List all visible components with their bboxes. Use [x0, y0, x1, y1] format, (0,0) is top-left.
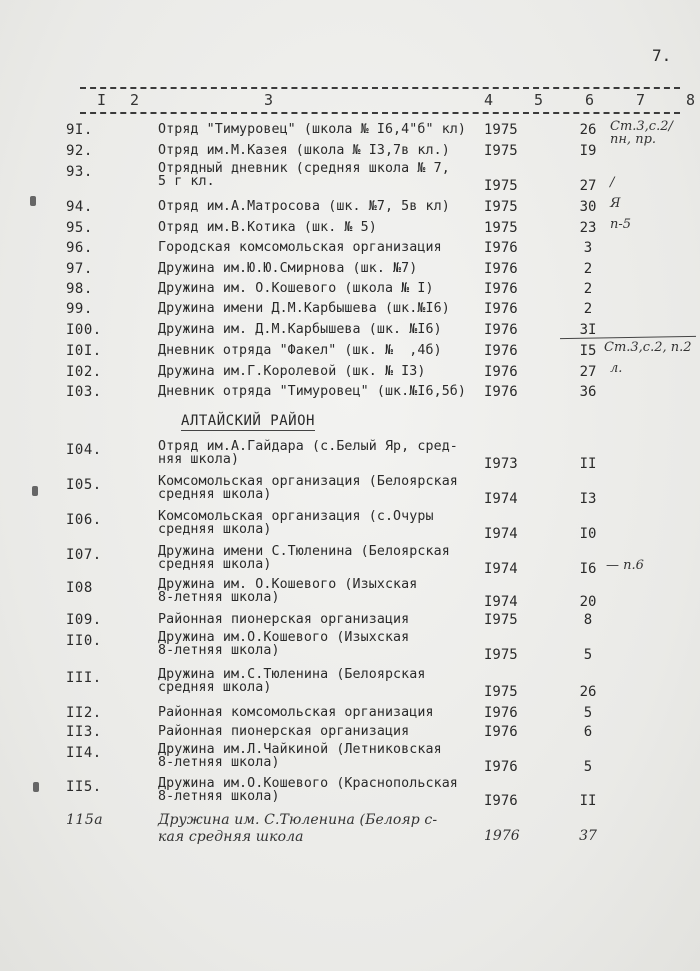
row-year: I976: [484, 724, 518, 740]
row-count: 27: [579, 364, 597, 380]
row-title: Дневник отряда "Факел" (шк. № ,4б): [158, 343, 442, 358]
row-count: 26: [579, 684, 597, 700]
header-col-7: 7: [636, 91, 646, 109]
row-count: I0: [579, 526, 597, 542]
row-title: Дружина им.Ю.Ю.Смирнова (шк. №7): [158, 261, 418, 276]
row-number: 93.: [66, 164, 93, 180]
row-note: /: [610, 175, 615, 190]
row-title: Дружина им.О.Кошевого (Изыхская 8-летняя школа): [158, 630, 410, 658]
binding-mark: [30, 196, 36, 206]
row-number: I00.: [66, 322, 102, 338]
row-count: 5: [583, 705, 593, 721]
row-number: I08: [66, 580, 93, 596]
binding-mark: [33, 782, 39, 792]
row-count: I6: [579, 561, 597, 577]
row-count: 30: [579, 199, 597, 215]
row-year: I976: [484, 343, 518, 359]
row-number: 98.: [66, 281, 93, 297]
row-title: Дружина им.Г.Королевой (шк. № I3): [158, 364, 426, 379]
row-title: Дружина им. О.Кошевого (школа № I): [158, 281, 434, 296]
row-note: — п.6: [606, 558, 644, 573]
row-count: 23: [579, 220, 597, 236]
row-year: I975: [484, 647, 518, 663]
row-number: 94.: [66, 199, 93, 215]
row-number: I07.: [66, 547, 102, 563]
row-title: Дружина им.О.Кошевого (Краснопольская 8-летняя школа): [158, 776, 458, 804]
row-count: 5: [583, 647, 593, 663]
header-col-4: 4: [484, 91, 494, 109]
row-number: II5.: [66, 779, 102, 795]
page-number: 7.: [652, 46, 672, 65]
row-year: 1975: [484, 122, 518, 138]
row-number: 96.: [66, 240, 93, 256]
row-year: I976: [484, 705, 518, 721]
row-number: II0.: [66, 633, 102, 649]
header-col-5: 5: [534, 91, 544, 109]
row-note: Ст.3,с.2/ пн, пр.: [610, 119, 673, 147]
row-number: 115а: [66, 812, 104, 828]
row-year: I976: [484, 301, 518, 317]
row-title: Комсомольская организация (с.Очуры средняя школа): [158, 509, 434, 537]
header-bottom-rule: [80, 112, 680, 114]
row-count: 5: [583, 759, 593, 775]
row-number: 97.: [66, 261, 93, 277]
header-top-rule: [80, 87, 680, 89]
row-number: I09.: [66, 612, 102, 628]
row-number: 95.: [66, 220, 93, 236]
row-year: I976: [484, 759, 518, 775]
row-title: Дневник отряда "Тимуровец" (шк.№I6,5б): [158, 384, 467, 399]
row-title: Дружина имени С.Тюленина (Белоярская средняя школа): [158, 544, 450, 572]
header-col-1: I: [97, 91, 107, 109]
row-year: I976: [484, 793, 518, 809]
row-count: 2: [583, 261, 593, 277]
row-number: 9I.: [66, 122, 93, 138]
row-year: 1976: [484, 828, 520, 844]
row-year: I976: [484, 261, 518, 277]
row-title: Отряд им.М.Казея (школа № I3,7в кл.): [158, 143, 450, 158]
row-number: II3.: [66, 724, 102, 740]
row-count: 2: [583, 301, 593, 317]
row-count: 3: [583, 240, 593, 256]
row-year: I973: [484, 456, 518, 472]
row-year: I976: [484, 281, 518, 297]
row-year: I976: [484, 384, 518, 400]
row-count: 36: [579, 384, 597, 400]
row-count: 27: [579, 178, 597, 194]
row-count: 2: [583, 281, 593, 297]
row-year: I976: [484, 240, 518, 256]
row-count: I3: [579, 491, 597, 507]
row-note: л.: [610, 361, 623, 376]
binding-mark: [32, 486, 38, 496]
row-title: Отрядный дневник (средняя школа № 7, 5 г кл.: [158, 161, 450, 189]
row-count: II: [579, 793, 597, 809]
header-col-2: 2: [130, 91, 140, 109]
row-number: I05.: [66, 477, 102, 493]
row-count: I9: [579, 143, 597, 159]
row-note: Я: [610, 196, 621, 211]
row-year: I974: [484, 594, 518, 610]
row-number: I02.: [66, 364, 102, 380]
row-title: Дружина им.Л.Чайкиной (Летниковская 8-летняя школа): [158, 742, 442, 770]
row-title: Районная пионерская организация: [158, 612, 410, 627]
row-number: I03.: [66, 384, 102, 400]
row-title: Районная комсомольская организация: [158, 705, 434, 720]
row-count: 8: [583, 612, 593, 628]
row-title: Отряд "Тимуровец" (школа № I6,4"б" кл): [158, 122, 467, 137]
row-count: 20: [579, 594, 597, 610]
row-number: 92.: [66, 143, 93, 159]
row-year: I974: [484, 526, 518, 542]
row-year: I975: [484, 199, 518, 215]
row-title: Дружина им. Д.М.Карбышева (шк. №I6): [158, 322, 442, 337]
row-year: I975: [484, 143, 518, 159]
row-title: Отряд им.А.Гайдара (с.Белый Яр, сред- няя школа): [158, 439, 458, 467]
header-col-6: 6: [585, 91, 595, 109]
row-year: I975: [484, 612, 518, 628]
row-year: I975: [484, 178, 518, 194]
row-year: I974: [484, 491, 518, 507]
row-number: 99.: [66, 301, 93, 317]
row-year: 1975: [484, 220, 518, 236]
row-count: 3I: [579, 322, 597, 338]
row-title: Комсомольская организация (Белоярская средняя школа): [158, 474, 458, 502]
row-title: Дружина им.С.Тюленина (Белоярская средняя школа): [158, 667, 426, 695]
row-number: I06.: [66, 512, 102, 528]
row-number: I0I.: [66, 343, 102, 359]
row-title: Дружина имени Д.М.Карбышева (шк.№I6): [158, 301, 450, 316]
row-year: I976: [484, 364, 518, 380]
row-title: Районная пионерская организация: [158, 724, 410, 739]
row-number: III.: [66, 670, 102, 686]
row-title: Отряд им.А.Матросова (шк. №7, 5в кл): [158, 199, 450, 214]
row-count: 37: [579, 828, 597, 844]
row-note: п-5: [610, 217, 632, 232]
row-title: Дружина им. С.Тюленина (Белояр с- кая средняя школа: [158, 812, 438, 845]
row-count: 26: [579, 122, 597, 138]
row-title: Дружина им. О.Кошевого (Изыхская 8-летняя школа): [158, 577, 418, 605]
section-title: АЛТАЙСКИЙ РАЙОН: [181, 413, 315, 429]
row-count: II: [579, 456, 597, 472]
row-count: I5: [579, 343, 597, 359]
row-number: II4.: [66, 745, 102, 761]
row-number: I04.: [66, 442, 102, 458]
header-col-8: 8: [686, 91, 696, 109]
row-count: 6: [583, 724, 593, 740]
row-title: Отряд им.В.Котика (шк. № 5): [158, 220, 377, 235]
row-year: I975: [484, 684, 518, 700]
header-col-3: 3: [264, 91, 274, 109]
row-year: I976: [484, 322, 518, 338]
row-year: I974: [484, 561, 518, 577]
row-title: Городская комсомольская организация: [158, 240, 442, 255]
row-number: II2.: [66, 705, 102, 721]
row-note: Ст.3,с.2, п.2: [604, 340, 692, 355]
